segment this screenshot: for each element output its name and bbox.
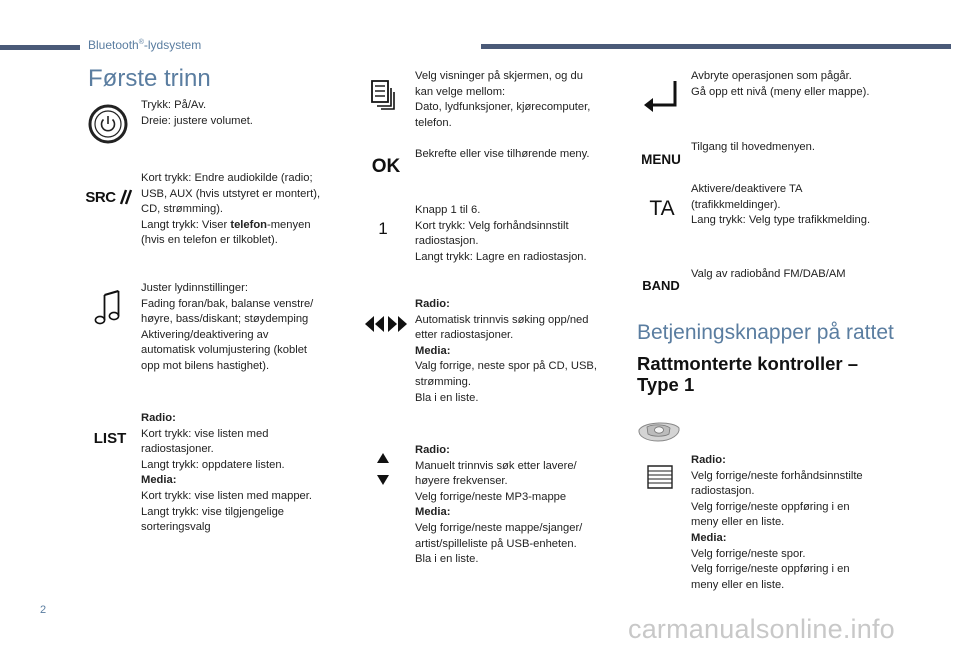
menu-icon: MENU <box>641 151 681 167</box>
preset-one-icon: 1 <box>378 219 388 238</box>
ok-description: Bekrefte eller vise tilhørende meny. <box>415 148 590 160</box>
page-title: Første trinn <box>88 65 211 92</box>
sound-settings-description: Juster lydinnstillinger: Fading foran/bak, balanse venstre/ høyre, bass/diskant; støydemping Aktivering/deaktivering av automatisk volumjustering (koblet opp mot bilens hastighet). <box>141 282 314 372</box>
header-rule-right <box>481 44 951 49</box>
display-mode-icon <box>368 80 398 110</box>
page-number: 2 <box>40 604 47 616</box>
steering-section-title: Betjeningsknapper på rattet <box>637 321 894 344</box>
seek-description: Radio: Automatisk trinnvis søking opp/ned etter radiostasjoner. Media: Valg forrige, neste spor på CD, USB, strømming. Bla i en liste. <box>415 298 597 404</box>
src-phone-icon: SRC <box>84 185 134 209</box>
src-description: Kort trykk: Endre audiokilde (radio; USB, AUX (hvis utstyret er montert), CD, strømming). Langt trykk: Viser telefon-menyen (hvis en telefon er tilkoblet). <box>141 172 321 247</box>
back-description: Avbryte operasjonen som pågår. Gå opp ett nivå (meny eller mappe). <box>691 70 870 98</box>
seek-left-right-icon <box>364 315 408 333</box>
thumbwheel-icon <box>645 463 675 491</box>
ta-icon: TA <box>649 197 675 220</box>
back-return-icon <box>642 78 680 114</box>
band-icon: BAND <box>642 277 680 293</box>
section-header: Bluetooth®-lydsystem <box>88 38 202 52</box>
manual-seek-description: Radio: Manuelt trinnvis søk etter lavere/ høyere frekvenser. Velg forrige/neste MP3-mappe Media: Velg forrige/neste mappe/sjanger/ artist/spilleliste på USB-enheten. Bla i en liste. <box>415 444 583 566</box>
steering-control-illustration <box>636 418 682 444</box>
ok-icon: OK <box>371 156 401 177</box>
band-description: Valg av radiobånd FM/DAB/AM <box>691 268 846 280</box>
watermark: carmanualsonline.info <box>628 614 895 644</box>
menu-description: Tilgang til hovedmenyen. <box>691 141 815 153</box>
thumbwheel-description: Radio: Velg forrige/neste forhåndsinnstilte radiostasjon. Velg forrige/neste oppføring i en meny eller en liste. Media: Velg forrige/neste spor. Velg forrige/neste oppføring i en meny eller en liste. <box>691 454 863 591</box>
list-description: Radio: Kort trykk: vise listen med radiostasjoner. Langt trykk: oppdatere listen. Media: Kort trykk: vise listen med mapper. Langt trykk: vise tilgjengelige sorteringsvalg <box>141 412 312 534</box>
list-icon: LIST <box>93 429 127 447</box>
music-note-icon <box>92 289 122 327</box>
power-button-icon <box>88 104 128 144</box>
power-description: Trykk: På/Av. Dreie: justere volumet. <box>141 99 253 127</box>
preset-description: Knapp 1 til 6. Kort trykk: Velg forhåndsinnstilt radiostasjon. Langt trykk: Lagre en radiostasjon. <box>415 204 587 263</box>
ta-description: Aktivere/deaktivere TA (trafikkmeldinger). Lang trykk: Velg type trafikkmelding. <box>691 183 871 227</box>
header-rule-left <box>0 45 80 50</box>
display-mode-description: Velg visninger på skjermen, og du kan velge mellom: Dato, lydfunksjoner, kjørecomputer, telefon. <box>415 70 591 129</box>
steering-subtitle: Rattmonterte kontroller – Type 1 <box>637 353 859 395</box>
up-down-arrows-icon <box>375 451 391 487</box>
